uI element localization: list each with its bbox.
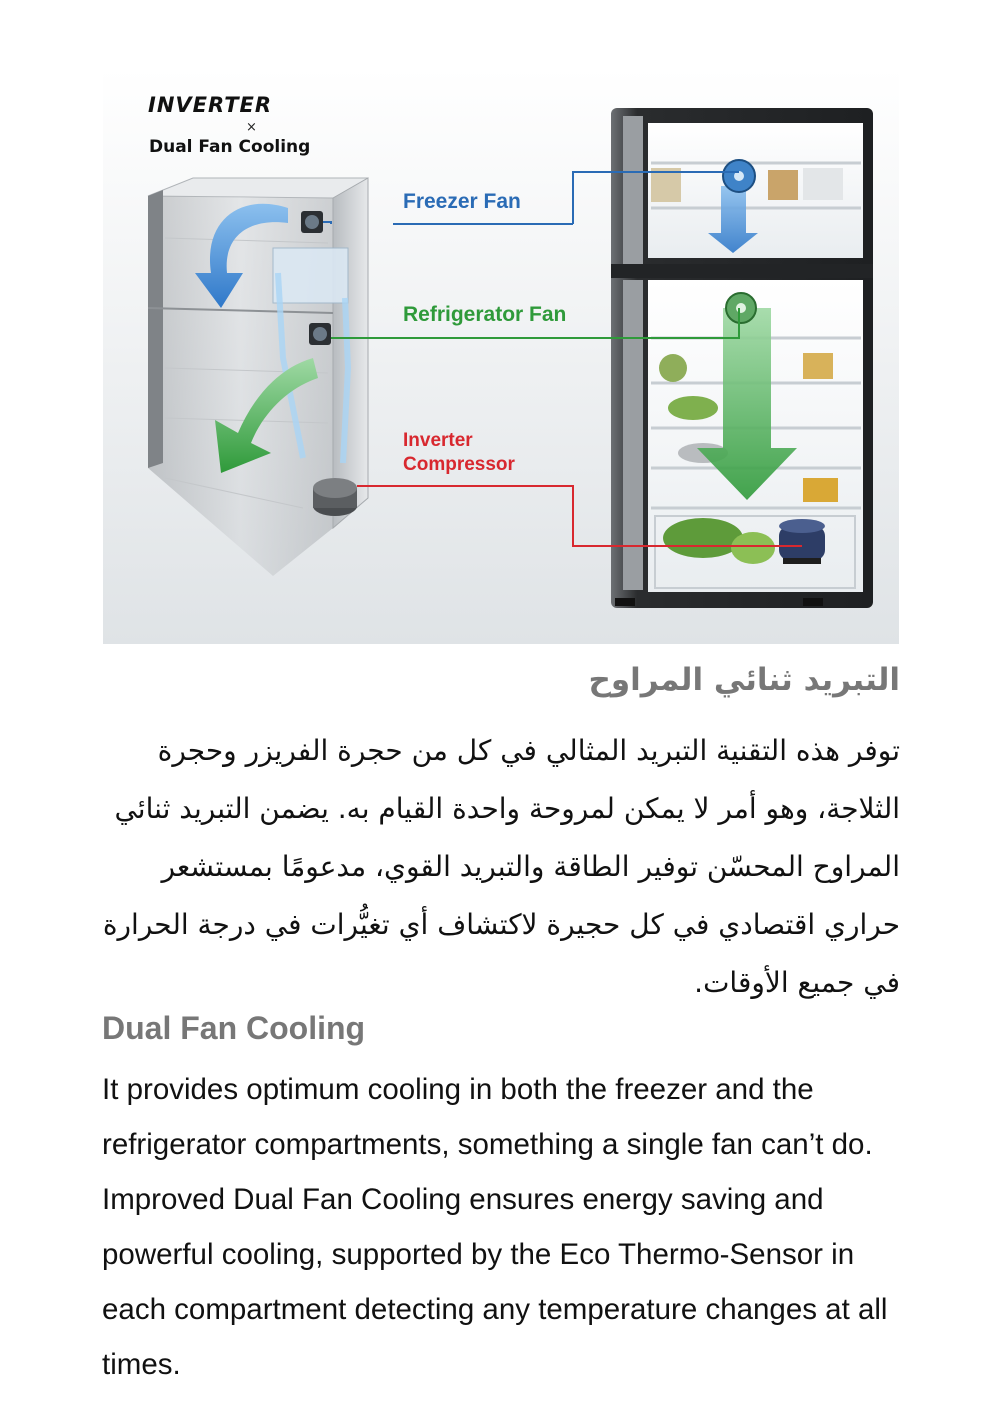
brand-times-symbol: × <box>246 120 257 135</box>
inverter-compressor-label-line1: Inverter <box>403 430 473 451</box>
arabic-section-title: التبريد ثنائي المراوح <box>588 662 900 698</box>
freezer-fan-fridge-icon <box>723 160 755 192</box>
freezer-fan-cabinet-icon <box>301 211 323 233</box>
compressor-fridge-icon <box>779 519 825 564</box>
arabic-section-body: توفر هذه التقنية التبريد المثالي في كل من حجرة الفريزر وحجرة الثلاجة، وهو أمر لا يمكن لمروحة واحدة القيام به. يضمن التبريد ثنائي المراوح المحسّن توفير الطاقة والتبريد القوي، مدعومًا بمستشعر حراري اقتصادي في كل حجيرة لاكتشاف أي تغيُّرات في درجة الحرارة في جميع الأوقات. <box>102 734 900 999</box>
compressor-cabinet-icon <box>313 478 357 516</box>
refrigerator-fan-label: Refrigerator Fan <box>403 303 567 326</box>
dual-fan-cooling-illustration <box>103 68 899 644</box>
english-section-body: It provides optimum cooling in both the freezer and the refrigerator compartments, something a single fan can’t do. Improved Dual Fan Cooling ensures energy saving and powerful cooling, supported by the Eco Thermo-Sensor in each compartment detecting any temperature changes at all times. <box>102 1073 888 1381</box>
refrigerator-fan-fridge-icon <box>726 293 756 323</box>
english-section-title: Dual Fan Cooling <box>102 1010 366 1046</box>
brand-inverter-text: INVERTER <box>148 93 273 117</box>
brand-dual-fan-text: Dual Fan Cooling <box>149 137 311 157</box>
refrigerator-fan-cabinet-icon <box>309 323 331 345</box>
freezer-fan-label: Freezer Fan <box>403 190 521 213</box>
inverter-compressor-label-line2: Compressor <box>403 454 515 475</box>
